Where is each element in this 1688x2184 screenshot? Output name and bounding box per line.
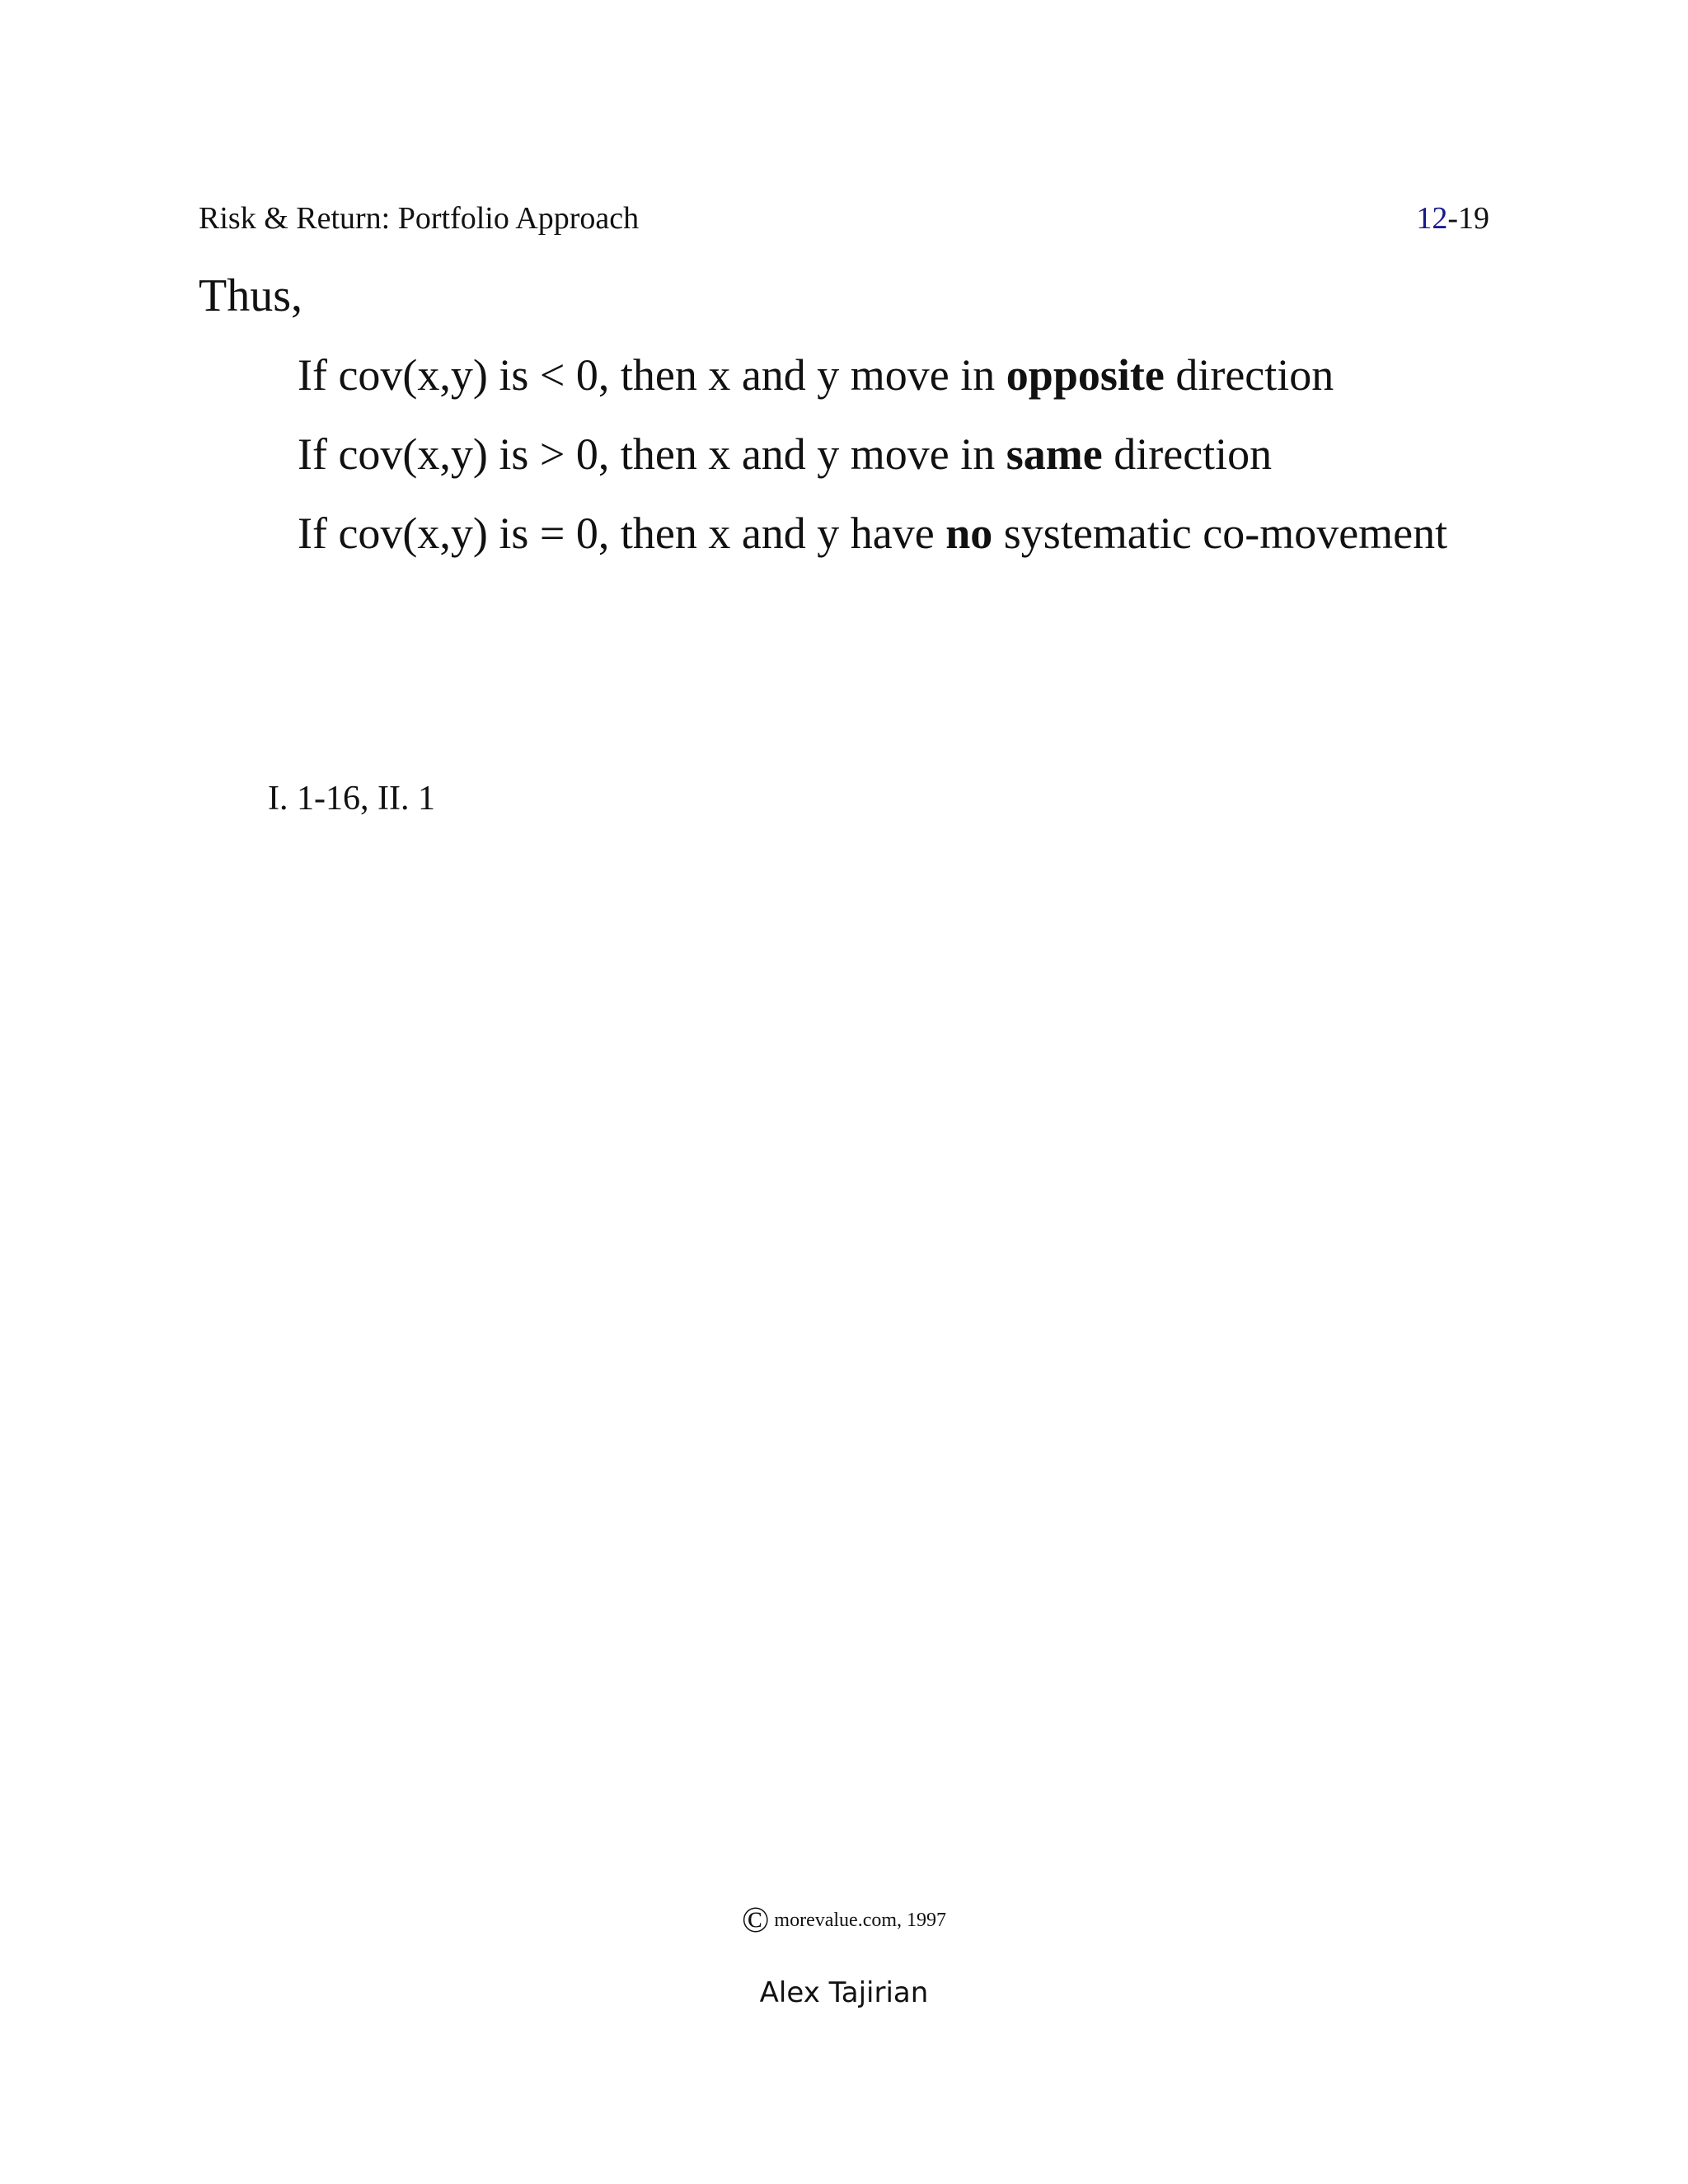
author-name: Alex Tajirian [759,1976,929,2009]
rule-positive-covariance: If cov(x,y) is > 0, then x and y move in same direction [298,429,1273,479]
page-title: Risk & Return: Portfolio Approach [199,201,640,236]
copyright-notice [0,1902,1688,1938]
copyright-icon: © [741,1900,770,1940]
chapter-number: 12 [1416,201,1448,236]
emphasis-text: same [1006,429,1103,479]
page-number [1416,199,1489,237]
copyright-text: morevalue.com, 1997 [774,1910,947,1931]
exercise-reference: I. 1-16, II. 1 [268,780,435,818]
lead-word: Thus, [199,270,302,321]
rule-negative-covariance: If cov(x,y) is < 0, then x and y move in opposite direction [298,350,1334,400]
page-suffix: -19 [1447,201,1489,236]
emphasis-text: no [945,509,993,558]
emphasis-text: opposite [1006,350,1165,400]
rule-zero-covariance: If cov(x,y) is = 0, then x and y have no systematic co-movement [298,509,1448,558]
